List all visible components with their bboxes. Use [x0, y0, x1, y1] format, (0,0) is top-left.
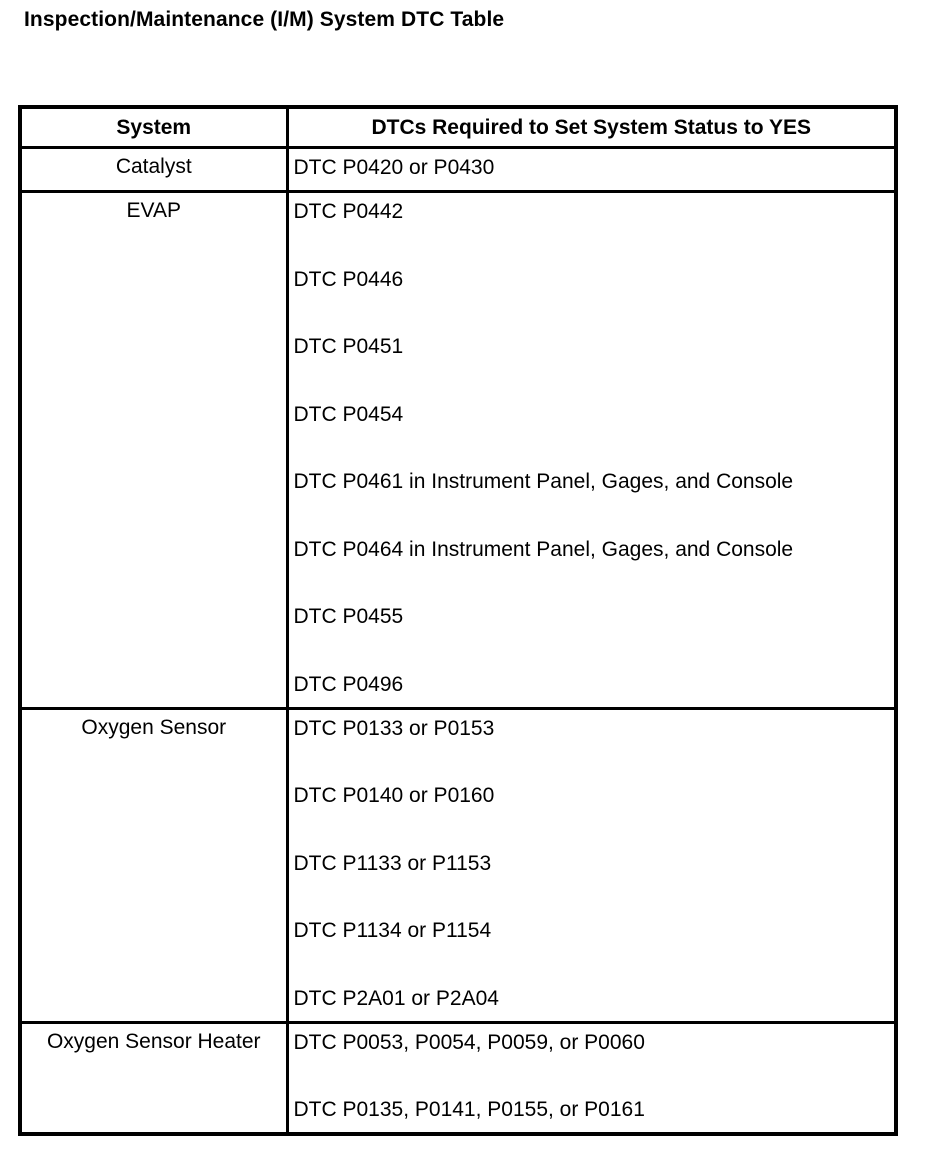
dtc-entry: DTC P0451	[293, 335, 404, 358]
dtc-entry: DTC P0135, P0141, P0155, or P0161	[293, 1098, 645, 1121]
system-cell: Oxygen Sensor	[20, 708, 287, 1022]
table-header-row	[20, 107, 896, 148]
page-title: Inspection/Maintenance (I/M) System DTC Table	[24, 8, 505, 31]
column-header-system: System	[20, 107, 287, 148]
system-cell: EVAP	[20, 192, 287, 709]
dtc-entry: DTC P0464 in Instrument Panel, Gages, and Console	[293, 537, 794, 561]
system-cell: Catalyst	[20, 148, 287, 192]
dtc-entry: DTC P0455	[293, 605, 404, 628]
dtc-entry: DTC P1133 or P1153	[293, 851, 492, 875]
dtc-table	[18, 105, 898, 1136]
dtc-entry: DTC P2A01 or P2A04	[293, 986, 499, 1010]
dtc-entry: DTC P0140 or P0160	[293, 784, 495, 807]
dtc-entry: DTC P0454	[293, 402, 404, 426]
table-row	[20, 708, 896, 1022]
dtc-entry: DTC P1134 or P1154	[293, 919, 492, 942]
dtc-cell	[287, 708, 896, 1022]
table-row	[20, 192, 896, 709]
column-header-dtcs: DTCs Required to Set System Status to YES	[287, 107, 896, 148]
dtc-entry: DTC P0053, P0054, P0059, or P0060	[293, 1030, 645, 1054]
dtc-entry: DTC P0420 or P0430	[293, 156, 495, 179]
table-row	[20, 148, 896, 192]
dtc-entry: DTC P0461 in Instrument Panel, Gages, and Console	[293, 470, 794, 493]
dtc-entry: DTC P0446	[293, 267, 404, 291]
dtc-entry: DTC P0496	[293, 672, 404, 696]
dtc-cell	[287, 148, 896, 192]
dtc-entry: DTC P0133 or P0153	[293, 716, 495, 740]
table-row	[20, 1022, 896, 1134]
system-cell: Oxygen Sensor Heater	[20, 1022, 287, 1134]
dtc-entry: DTC P0442	[293, 200, 404, 223]
dtc-cell	[287, 1022, 896, 1134]
dtc-cell	[287, 192, 896, 709]
